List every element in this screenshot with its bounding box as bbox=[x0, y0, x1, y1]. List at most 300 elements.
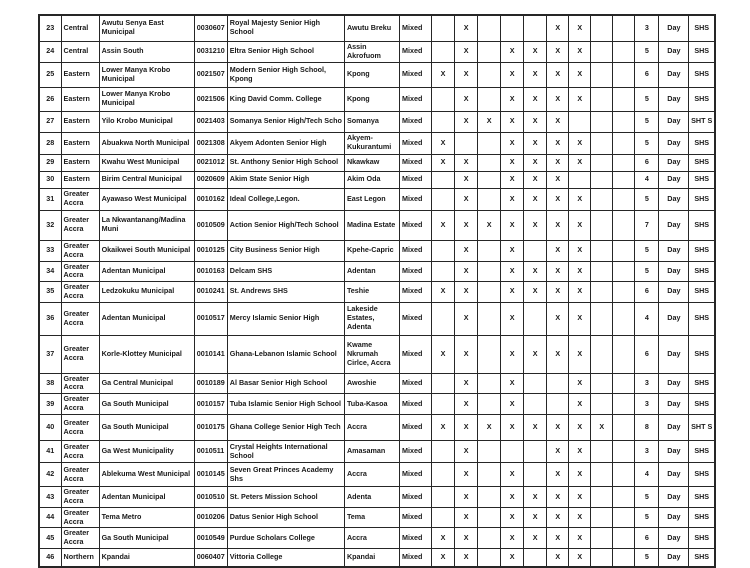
cell-town: East Legon bbox=[344, 188, 399, 210]
cell-district: Adentan Municipal bbox=[99, 302, 194, 335]
cell-code: 0010241 bbox=[194, 282, 227, 303]
cell-check-8 bbox=[591, 87, 613, 111]
cell-check-4: X bbox=[501, 507, 524, 528]
cell-check-2: X bbox=[455, 302, 478, 335]
cell-region: Greater Accra bbox=[61, 487, 99, 508]
cell-school: Tuba Islamic Senior High School bbox=[227, 394, 344, 415]
document-sheet bbox=[38, 14, 716, 568]
cell-check-2: X bbox=[455, 62, 478, 87]
cell-gender: Mixed bbox=[400, 394, 432, 415]
cell-gender: Mixed bbox=[400, 507, 432, 528]
cell-school: Action Senior High/Tech School bbox=[227, 210, 344, 240]
cell-check-8 bbox=[591, 154, 613, 171]
cell-total: 5 bbox=[635, 111, 659, 132]
cell-check-4: X bbox=[501, 487, 524, 508]
cell-check-7: X bbox=[569, 41, 591, 62]
cell-check-5: X bbox=[524, 335, 547, 373]
row-number: 40 bbox=[39, 415, 61, 441]
cell-total: 7 bbox=[635, 210, 659, 240]
cell-check-5: X bbox=[524, 154, 547, 171]
cell-town: Tuba-Kasoa bbox=[344, 394, 399, 415]
cell-school: Akyem Adonten Senior High bbox=[227, 132, 344, 154]
cell-district: Ablekuma West Municipal bbox=[99, 463, 194, 487]
cell-district: Tema Metro bbox=[99, 507, 194, 528]
cell-town: Tema bbox=[344, 507, 399, 528]
cell-region: Eastern bbox=[61, 111, 99, 132]
cell-school: St. Peters Mission School bbox=[227, 487, 344, 508]
cell-check-5: X bbox=[524, 528, 547, 549]
cell-check-8 bbox=[591, 171, 613, 188]
cell-level: SHS bbox=[689, 62, 715, 87]
cell-gender: Mixed bbox=[400, 188, 432, 210]
cell-check-7: X bbox=[569, 441, 591, 463]
cell-town: Amasaman bbox=[344, 441, 399, 463]
cell-check-3 bbox=[478, 132, 501, 154]
cell-check-4: X bbox=[501, 528, 524, 549]
cell-school: Eltra Senior High School bbox=[227, 41, 344, 62]
cell-check-1: X bbox=[432, 210, 455, 240]
cell-check-7 bbox=[569, 171, 591, 188]
cell-check-9 bbox=[613, 62, 635, 87]
cell-check-2: X bbox=[455, 261, 478, 282]
cell-check-3 bbox=[478, 62, 501, 87]
cell-district: Okaikwei South Municipal bbox=[99, 240, 194, 261]
cell-attendance: Day bbox=[659, 507, 689, 528]
cell-gender: Mixed bbox=[400, 210, 432, 240]
cell-total: 5 bbox=[635, 240, 659, 261]
cell-region: Eastern bbox=[61, 154, 99, 171]
cell-check-9 bbox=[613, 154, 635, 171]
cell-check-1: X bbox=[432, 62, 455, 87]
row-number: 28 bbox=[39, 132, 61, 154]
cell-region: Greater Accra bbox=[61, 302, 99, 335]
table-row bbox=[39, 441, 715, 463]
cell-level: SHS bbox=[689, 463, 715, 487]
cell-check-9 bbox=[613, 441, 635, 463]
cell-town: Kpong bbox=[344, 87, 399, 111]
cell-gender: Mixed bbox=[400, 441, 432, 463]
cell-check-8 bbox=[591, 210, 613, 240]
cell-level: SHS bbox=[689, 302, 715, 335]
cell-check-1 bbox=[432, 15, 455, 41]
cell-gender: Mixed bbox=[400, 549, 432, 567]
table-row bbox=[39, 261, 715, 282]
cell-check-9 bbox=[613, 487, 635, 508]
cell-check-9 bbox=[613, 302, 635, 335]
cell-check-7: X bbox=[569, 415, 591, 441]
cell-level: SHS bbox=[689, 154, 715, 171]
cell-check-4: X bbox=[501, 261, 524, 282]
cell-school: Purdue Scholars College bbox=[227, 528, 344, 549]
cell-check-2: X bbox=[455, 282, 478, 303]
cell-check-6: X bbox=[547, 335, 569, 373]
cell-gender: Mixed bbox=[400, 87, 432, 111]
cell-check-4 bbox=[501, 15, 524, 41]
cell-level: SHS bbox=[689, 261, 715, 282]
cell-school: Ideal College,Legon. bbox=[227, 188, 344, 210]
cell-region: Greater Accra bbox=[61, 240, 99, 261]
cell-check-7: X bbox=[569, 282, 591, 303]
cell-code: 0010206 bbox=[194, 507, 227, 528]
cell-level: SHS bbox=[689, 335, 715, 373]
table-row bbox=[39, 415, 715, 441]
cell-code: 0010163 bbox=[194, 261, 227, 282]
cell-district: Adentan Municipal bbox=[99, 487, 194, 508]
table-row bbox=[39, 282, 715, 303]
cell-town: Kpehe-Capric bbox=[344, 240, 399, 261]
cell-check-2: X bbox=[455, 441, 478, 463]
cell-check-7: X bbox=[569, 487, 591, 508]
cell-gender: Mixed bbox=[400, 41, 432, 62]
cell-district: Ga South Municipal bbox=[99, 415, 194, 441]
cell-check-8 bbox=[591, 373, 613, 394]
cell-check-8 bbox=[591, 111, 613, 132]
cell-school: Crystal Heights International School bbox=[227, 441, 344, 463]
cell-gender: Mixed bbox=[400, 171, 432, 188]
cell-check-9 bbox=[613, 87, 635, 111]
cell-school: King David Comm. College bbox=[227, 87, 344, 111]
cell-total: 5 bbox=[635, 507, 659, 528]
cell-district: Lower Manya Krobo Municipal bbox=[99, 87, 194, 111]
table-row bbox=[39, 463, 715, 487]
cell-check-1 bbox=[432, 87, 455, 111]
cell-check-9 bbox=[613, 282, 635, 303]
cell-check-2: X bbox=[455, 240, 478, 261]
cell-level: SHS bbox=[689, 87, 715, 111]
cell-check-5 bbox=[524, 549, 547, 567]
cell-check-8 bbox=[591, 41, 613, 62]
cell-town: Accra bbox=[344, 415, 399, 441]
cell-check-8 bbox=[591, 507, 613, 528]
cell-check-8 bbox=[591, 188, 613, 210]
cell-code: 0010145 bbox=[194, 463, 227, 487]
cell-check-1 bbox=[432, 171, 455, 188]
cell-check-5: X bbox=[524, 41, 547, 62]
cell-code: 0030607 bbox=[194, 15, 227, 41]
cell-check-1 bbox=[432, 240, 455, 261]
cell-check-6: X bbox=[547, 507, 569, 528]
cell-check-1 bbox=[432, 463, 455, 487]
cell-check-1: X bbox=[432, 528, 455, 549]
cell-region: Eastern bbox=[61, 87, 99, 111]
cell-check-8: X bbox=[591, 415, 613, 441]
cell-level: SHT S bbox=[689, 111, 715, 132]
cell-check-6: X bbox=[547, 15, 569, 41]
cell-school: Seven Great Princes Academy Shs bbox=[227, 463, 344, 487]
cell-total: 3 bbox=[635, 441, 659, 463]
cell-check-7: X bbox=[569, 240, 591, 261]
cell-attendance: Day bbox=[659, 111, 689, 132]
cell-code: 0010189 bbox=[194, 373, 227, 394]
cell-code: 0010141 bbox=[194, 335, 227, 373]
cell-gender: Mixed bbox=[400, 335, 432, 373]
cell-check-6: X bbox=[547, 154, 569, 171]
school-table-body bbox=[39, 15, 715, 567]
table-row bbox=[39, 335, 715, 373]
cell-code: 0010549 bbox=[194, 528, 227, 549]
cell-check-9 bbox=[613, 15, 635, 41]
cell-check-7: X bbox=[569, 188, 591, 210]
cell-check-1 bbox=[432, 111, 455, 132]
cell-check-3: X bbox=[478, 415, 501, 441]
table-row bbox=[39, 132, 715, 154]
cell-town: Assin Akrofuom bbox=[344, 41, 399, 62]
cell-gender: Mixed bbox=[400, 302, 432, 335]
cell-check-6: X bbox=[547, 62, 569, 87]
cell-school: St. Anthony Senior High School bbox=[227, 154, 344, 171]
cell-school: Ghana College Senior High Tech bbox=[227, 415, 344, 441]
cell-level: SHS bbox=[689, 549, 715, 567]
table-row bbox=[39, 15, 715, 41]
cell-district: Ayawaso West Municipal bbox=[99, 188, 194, 210]
row-number: 44 bbox=[39, 507, 61, 528]
cell-check-1: X bbox=[432, 132, 455, 154]
cell-check-7: X bbox=[569, 15, 591, 41]
cell-check-5 bbox=[524, 302, 547, 335]
cell-check-1: X bbox=[432, 154, 455, 171]
cell-check-2: X bbox=[455, 528, 478, 549]
cell-check-5: X bbox=[524, 188, 547, 210]
cell-check-3 bbox=[478, 373, 501, 394]
cell-check-7: X bbox=[569, 302, 591, 335]
cell-check-5 bbox=[524, 441, 547, 463]
cell-check-8 bbox=[591, 394, 613, 415]
cell-level: SHS bbox=[689, 132, 715, 154]
table-row bbox=[39, 154, 715, 171]
cell-district: Ledzokuku Municipal bbox=[99, 282, 194, 303]
cell-town: Kwame Nkrumah Cirlce, Accra bbox=[344, 335, 399, 373]
cell-total: 5 bbox=[635, 87, 659, 111]
cell-code: 0031210 bbox=[194, 41, 227, 62]
cell-check-6: X bbox=[547, 111, 569, 132]
cell-check-6: X bbox=[547, 415, 569, 441]
cell-school: Ghana-Lebanon Islamic School bbox=[227, 335, 344, 373]
cell-region: Greater Accra bbox=[61, 394, 99, 415]
cell-gender: Mixed bbox=[400, 132, 432, 154]
cell-attendance: Day bbox=[659, 415, 689, 441]
cell-code: 0021403 bbox=[194, 111, 227, 132]
cell-attendance: Day bbox=[659, 373, 689, 394]
cell-region: Greater Accra bbox=[61, 528, 99, 549]
cell-attendance: Day bbox=[659, 528, 689, 549]
cell-code: 0060407 bbox=[194, 549, 227, 567]
school-list-table bbox=[38, 14, 716, 568]
cell-check-4: X bbox=[501, 549, 524, 567]
cell-code: 0010175 bbox=[194, 415, 227, 441]
cell-school: Al Basar Senior High School bbox=[227, 373, 344, 394]
cell-total: 6 bbox=[635, 282, 659, 303]
cell-check-4: X bbox=[501, 111, 524, 132]
cell-check-9 bbox=[613, 171, 635, 188]
cell-check-4 bbox=[501, 441, 524, 463]
table-row bbox=[39, 507, 715, 528]
row-number: 38 bbox=[39, 373, 61, 394]
cell-attendance: Day bbox=[659, 15, 689, 41]
cell-total: 5 bbox=[635, 132, 659, 154]
cell-check-4: X bbox=[501, 302, 524, 335]
cell-attendance: Day bbox=[659, 282, 689, 303]
cell-check-5: X bbox=[524, 111, 547, 132]
cell-town: Awoshie bbox=[344, 373, 399, 394]
cell-check-9 bbox=[613, 132, 635, 154]
cell-check-2: X bbox=[455, 394, 478, 415]
cell-check-7: X bbox=[569, 261, 591, 282]
cell-check-2: X bbox=[455, 335, 478, 373]
cell-check-6 bbox=[547, 394, 569, 415]
cell-level: SHS bbox=[689, 441, 715, 463]
row-number: 24 bbox=[39, 41, 61, 62]
cell-region: Greater Accra bbox=[61, 261, 99, 282]
cell-check-5: X bbox=[524, 282, 547, 303]
cell-region: Greater Accra bbox=[61, 507, 99, 528]
cell-check-6: X bbox=[547, 549, 569, 567]
cell-check-5 bbox=[524, 394, 547, 415]
cell-check-1 bbox=[432, 302, 455, 335]
row-number: 43 bbox=[39, 487, 61, 508]
cell-check-7: X bbox=[569, 87, 591, 111]
cell-check-3 bbox=[478, 15, 501, 41]
table-row bbox=[39, 171, 715, 188]
cell-check-9 bbox=[613, 210, 635, 240]
cell-total: 3 bbox=[635, 394, 659, 415]
cell-check-6: X bbox=[547, 261, 569, 282]
table-row bbox=[39, 528, 715, 549]
cell-check-3 bbox=[478, 282, 501, 303]
cell-check-9 bbox=[613, 373, 635, 394]
cell-check-8 bbox=[591, 15, 613, 41]
cell-level: SHS bbox=[689, 188, 715, 210]
cell-check-8 bbox=[591, 463, 613, 487]
cell-gender: Mixed bbox=[400, 111, 432, 132]
cell-check-3: X bbox=[478, 210, 501, 240]
cell-check-2: X bbox=[455, 549, 478, 567]
cell-check-5: X bbox=[524, 62, 547, 87]
table-row bbox=[39, 487, 715, 508]
cell-district: Adentan Municipal bbox=[99, 261, 194, 282]
row-number: 46 bbox=[39, 549, 61, 567]
cell-check-9 bbox=[613, 394, 635, 415]
table-row bbox=[39, 302, 715, 335]
cell-town: Madina Estate bbox=[344, 210, 399, 240]
cell-gender: Mixed bbox=[400, 15, 432, 41]
cell-code: 0010125 bbox=[194, 240, 227, 261]
cell-gender: Mixed bbox=[400, 528, 432, 549]
row-number: 23 bbox=[39, 15, 61, 41]
cell-check-1: X bbox=[432, 282, 455, 303]
row-number: 34 bbox=[39, 261, 61, 282]
cell-district: Birim Central Municipal bbox=[99, 171, 194, 188]
cell-check-8 bbox=[591, 132, 613, 154]
cell-check-5 bbox=[524, 240, 547, 261]
cell-code: 0010509 bbox=[194, 210, 227, 240]
cell-check-9 bbox=[613, 335, 635, 373]
cell-check-3 bbox=[478, 487, 501, 508]
cell-total: 4 bbox=[635, 463, 659, 487]
cell-check-9 bbox=[613, 240, 635, 261]
cell-check-5: X bbox=[524, 507, 547, 528]
cell-attendance: Day bbox=[659, 62, 689, 87]
cell-region: Northern bbox=[61, 549, 99, 567]
cell-check-6: X bbox=[547, 528, 569, 549]
row-number: 31 bbox=[39, 188, 61, 210]
cell-check-2: X bbox=[455, 507, 478, 528]
cell-check-7: X bbox=[569, 394, 591, 415]
cell-code: 0021507 bbox=[194, 62, 227, 87]
cell-school: City Business Senior High bbox=[227, 240, 344, 261]
cell-level: SHT S bbox=[689, 415, 715, 441]
cell-check-7: X bbox=[569, 154, 591, 171]
cell-town: Lakeside Estates, Adenta bbox=[344, 302, 399, 335]
cell-check-4: X bbox=[501, 210, 524, 240]
cell-gender: Mixed bbox=[400, 154, 432, 171]
row-number: 42 bbox=[39, 463, 61, 487]
cell-check-1: X bbox=[432, 549, 455, 567]
cell-check-4: X bbox=[501, 463, 524, 487]
cell-total: 3 bbox=[635, 373, 659, 394]
cell-check-1 bbox=[432, 188, 455, 210]
cell-check-7: X bbox=[569, 373, 591, 394]
cell-check-6: X bbox=[547, 188, 569, 210]
cell-gender: Mixed bbox=[400, 373, 432, 394]
cell-check-3 bbox=[478, 240, 501, 261]
cell-check-9 bbox=[613, 261, 635, 282]
cell-check-5: X bbox=[524, 87, 547, 111]
cell-district: Korle-Klottey Municipal bbox=[99, 335, 194, 373]
cell-code: 0010511 bbox=[194, 441, 227, 463]
cell-town: Akim Oda bbox=[344, 171, 399, 188]
cell-check-3 bbox=[478, 394, 501, 415]
cell-check-3 bbox=[478, 171, 501, 188]
cell-check-1 bbox=[432, 394, 455, 415]
row-number: 41 bbox=[39, 441, 61, 463]
cell-check-3 bbox=[478, 188, 501, 210]
cell-region: Eastern bbox=[61, 132, 99, 154]
cell-check-7: X bbox=[569, 463, 591, 487]
cell-check-9 bbox=[613, 188, 635, 210]
cell-town: Awutu Breku bbox=[344, 15, 399, 41]
cell-attendance: Day bbox=[659, 549, 689, 567]
cell-check-4: X bbox=[501, 394, 524, 415]
table-row bbox=[39, 210, 715, 240]
cell-check-5 bbox=[524, 373, 547, 394]
cell-town: Kpong bbox=[344, 62, 399, 87]
cell-check-2 bbox=[455, 132, 478, 154]
cell-district: Awutu Senya East Municipal bbox=[99, 15, 194, 41]
cell-town: Somanya bbox=[344, 111, 399, 132]
cell-town: Akyem-Kukurantumi bbox=[344, 132, 399, 154]
cell-gender: Mixed bbox=[400, 463, 432, 487]
cell-check-1 bbox=[432, 373, 455, 394]
cell-check-7 bbox=[569, 111, 591, 132]
cell-check-2: X bbox=[455, 487, 478, 508]
cell-district: Yilo Krobo Municipal bbox=[99, 111, 194, 132]
cell-check-2: X bbox=[455, 210, 478, 240]
cell-check-1 bbox=[432, 507, 455, 528]
cell-check-7: X bbox=[569, 528, 591, 549]
cell-school: Mercy Islamic Senior High bbox=[227, 302, 344, 335]
cell-level: SHS bbox=[689, 210, 715, 240]
cell-district: Ga West Municipality bbox=[99, 441, 194, 463]
cell-check-6: X bbox=[547, 210, 569, 240]
cell-town: Nkawkaw bbox=[344, 154, 399, 171]
cell-check-8 bbox=[591, 282, 613, 303]
cell-check-5: X bbox=[524, 132, 547, 154]
cell-total: 4 bbox=[635, 302, 659, 335]
row-number: 33 bbox=[39, 240, 61, 261]
row-number: 35 bbox=[39, 282, 61, 303]
cell-check-8 bbox=[591, 335, 613, 373]
cell-attendance: Day bbox=[659, 240, 689, 261]
